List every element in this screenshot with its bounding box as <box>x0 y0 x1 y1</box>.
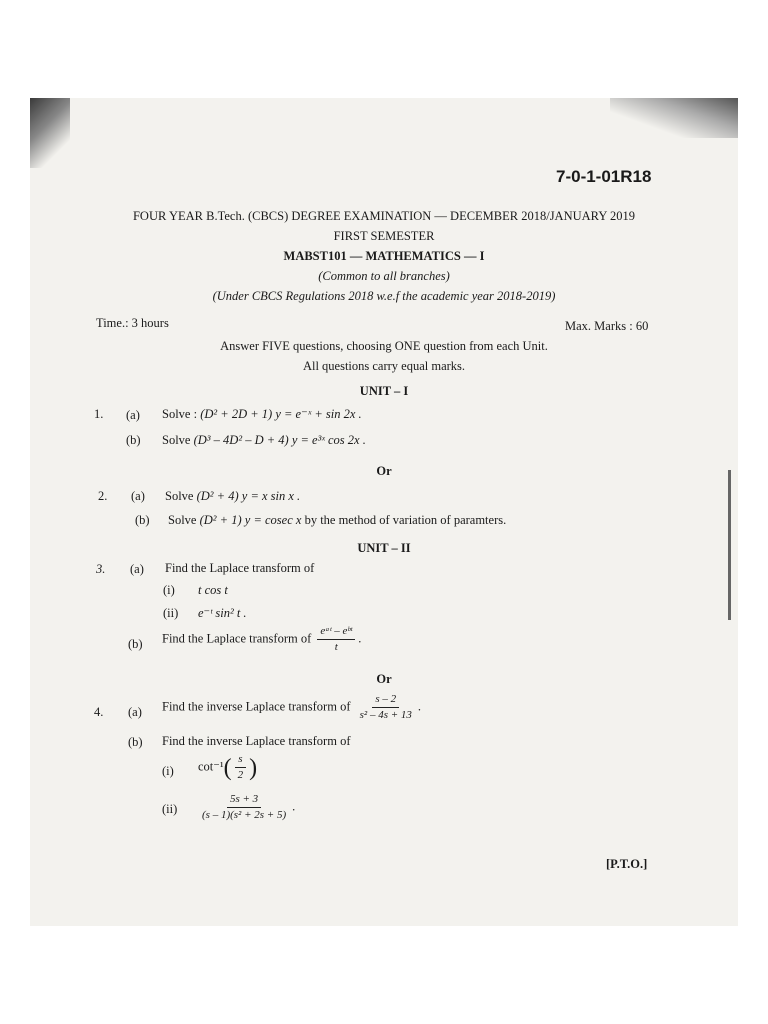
q3a-i-expr: t cos t <box>198 583 228 597</box>
q3-number: 3. <box>96 562 106 576</box>
q4b-i-label: (i) <box>162 764 174 778</box>
q3b-label: (b) <box>128 637 143 651</box>
q4b-i-expr: cot⁻¹ ( $\frac{s}{2}$ ) <box>198 753 258 781</box>
exam-title: FOUR YEAR B.Tech. (CBCS) DEGREE EXAMINATION — DECEMBER 2018/JANUARY 2019 <box>132 209 636 223</box>
pto-marker: [P.T.O.] <box>606 857 648 871</box>
q4b-ii-expr: $\frac{5s + 3}{\text{(s – 1)(s² + 2s + 5)}}$ . <box>196 794 295 821</box>
q3a-text: Find the Laplace transform of <box>165 561 315 575</box>
q1b-label: (b) <box>126 433 141 447</box>
or-separator-1: Or <box>376 464 392 478</box>
unit-2-title: UNIT – II <box>357 541 411 555</box>
common-note: (Common to all branches) <box>318 269 450 283</box>
or-separator-2: Or <box>376 672 392 686</box>
q3b-fraction: $\frac{\text{eᵃᵗ – eᵇᵗ}}{t}$ <box>317 626 355 653</box>
q2-number: 2. <box>98 489 108 503</box>
semester: FIRST SEMESTER <box>333 229 435 243</box>
q3a-label: (a) <box>130 562 144 576</box>
scan-shadow-right <box>610 98 738 138</box>
q4a-fraction: $\frac{s - 2}{\text{s² – 4s + 13}}$ <box>359 693 412 721</box>
q3a-ii-expr: e⁻ᵗ sin² t . <box>198 606 247 620</box>
instruction-2: All questions carry equal marks. <box>302 359 466 373</box>
unit-1-title: UNIT – I <box>359 384 409 398</box>
regulation-note: (Under CBCS Regulations 2018 w.e.f the academic year 2018-2019) <box>212 289 556 303</box>
q2b-text: Solve (D² + 1) y = cosec x by the method of variation of paramters. <box>168 513 507 527</box>
q2a-text: Solve (D² + 4) y = x sin x . <box>165 489 301 503</box>
q3b-text: Find the Laplace transform of $\frac{\text{eᵃᵗ – eᵇᵗ}}{t}$ . <box>162 625 362 653</box>
max-marks: Max. Marks : 60 <box>565 319 649 333</box>
subject-title: MABST101 — MATHEMATICS — I <box>283 249 485 263</box>
q4b-text: Find the inverse Laplace transform of <box>162 734 351 748</box>
q4a-label: (a) <box>128 705 142 719</box>
scan-shadow-left <box>30 98 70 168</box>
q2b-label: (b) <box>135 513 150 527</box>
time-label: Time.: 3 hours <box>96 316 169 330</box>
q1b-text: Solve (D³ – 4D² – D + 4) y = e³ˣ cos 2x . <box>162 433 366 447</box>
q4b-ii-label: (ii) <box>162 802 178 816</box>
instruction-1: Answer FIVE questions, choosing ONE question from each Unit. <box>220 339 548 353</box>
q2a-label: (a) <box>131 489 145 503</box>
q1a-label: (a) <box>126 408 140 422</box>
q4-number: 4. <box>94 705 104 719</box>
q4b-label: (b) <box>128 735 143 749</box>
q3a-i-label: (i) <box>163 583 175 597</box>
q4a-text: Find the inverse Laplace transform of $\frac{s - 2}{\text{s² – 4s + 13}}$ . <box>162 693 422 721</box>
q1a-text: Solve : (D² + 2D + 1) y = e⁻ˣ + sin 2x . <box>162 407 362 421</box>
q4b-ii-fraction: $\frac{5s + 3}{\text{(s – 1)(s² + 2s + 5)}}$ <box>202 793 287 821</box>
paper-code: 7-0-1-01R18 <box>556 167 652 186</box>
q3a-ii-label: (ii) <box>163 606 179 620</box>
q1-number: 1. <box>94 407 104 421</box>
